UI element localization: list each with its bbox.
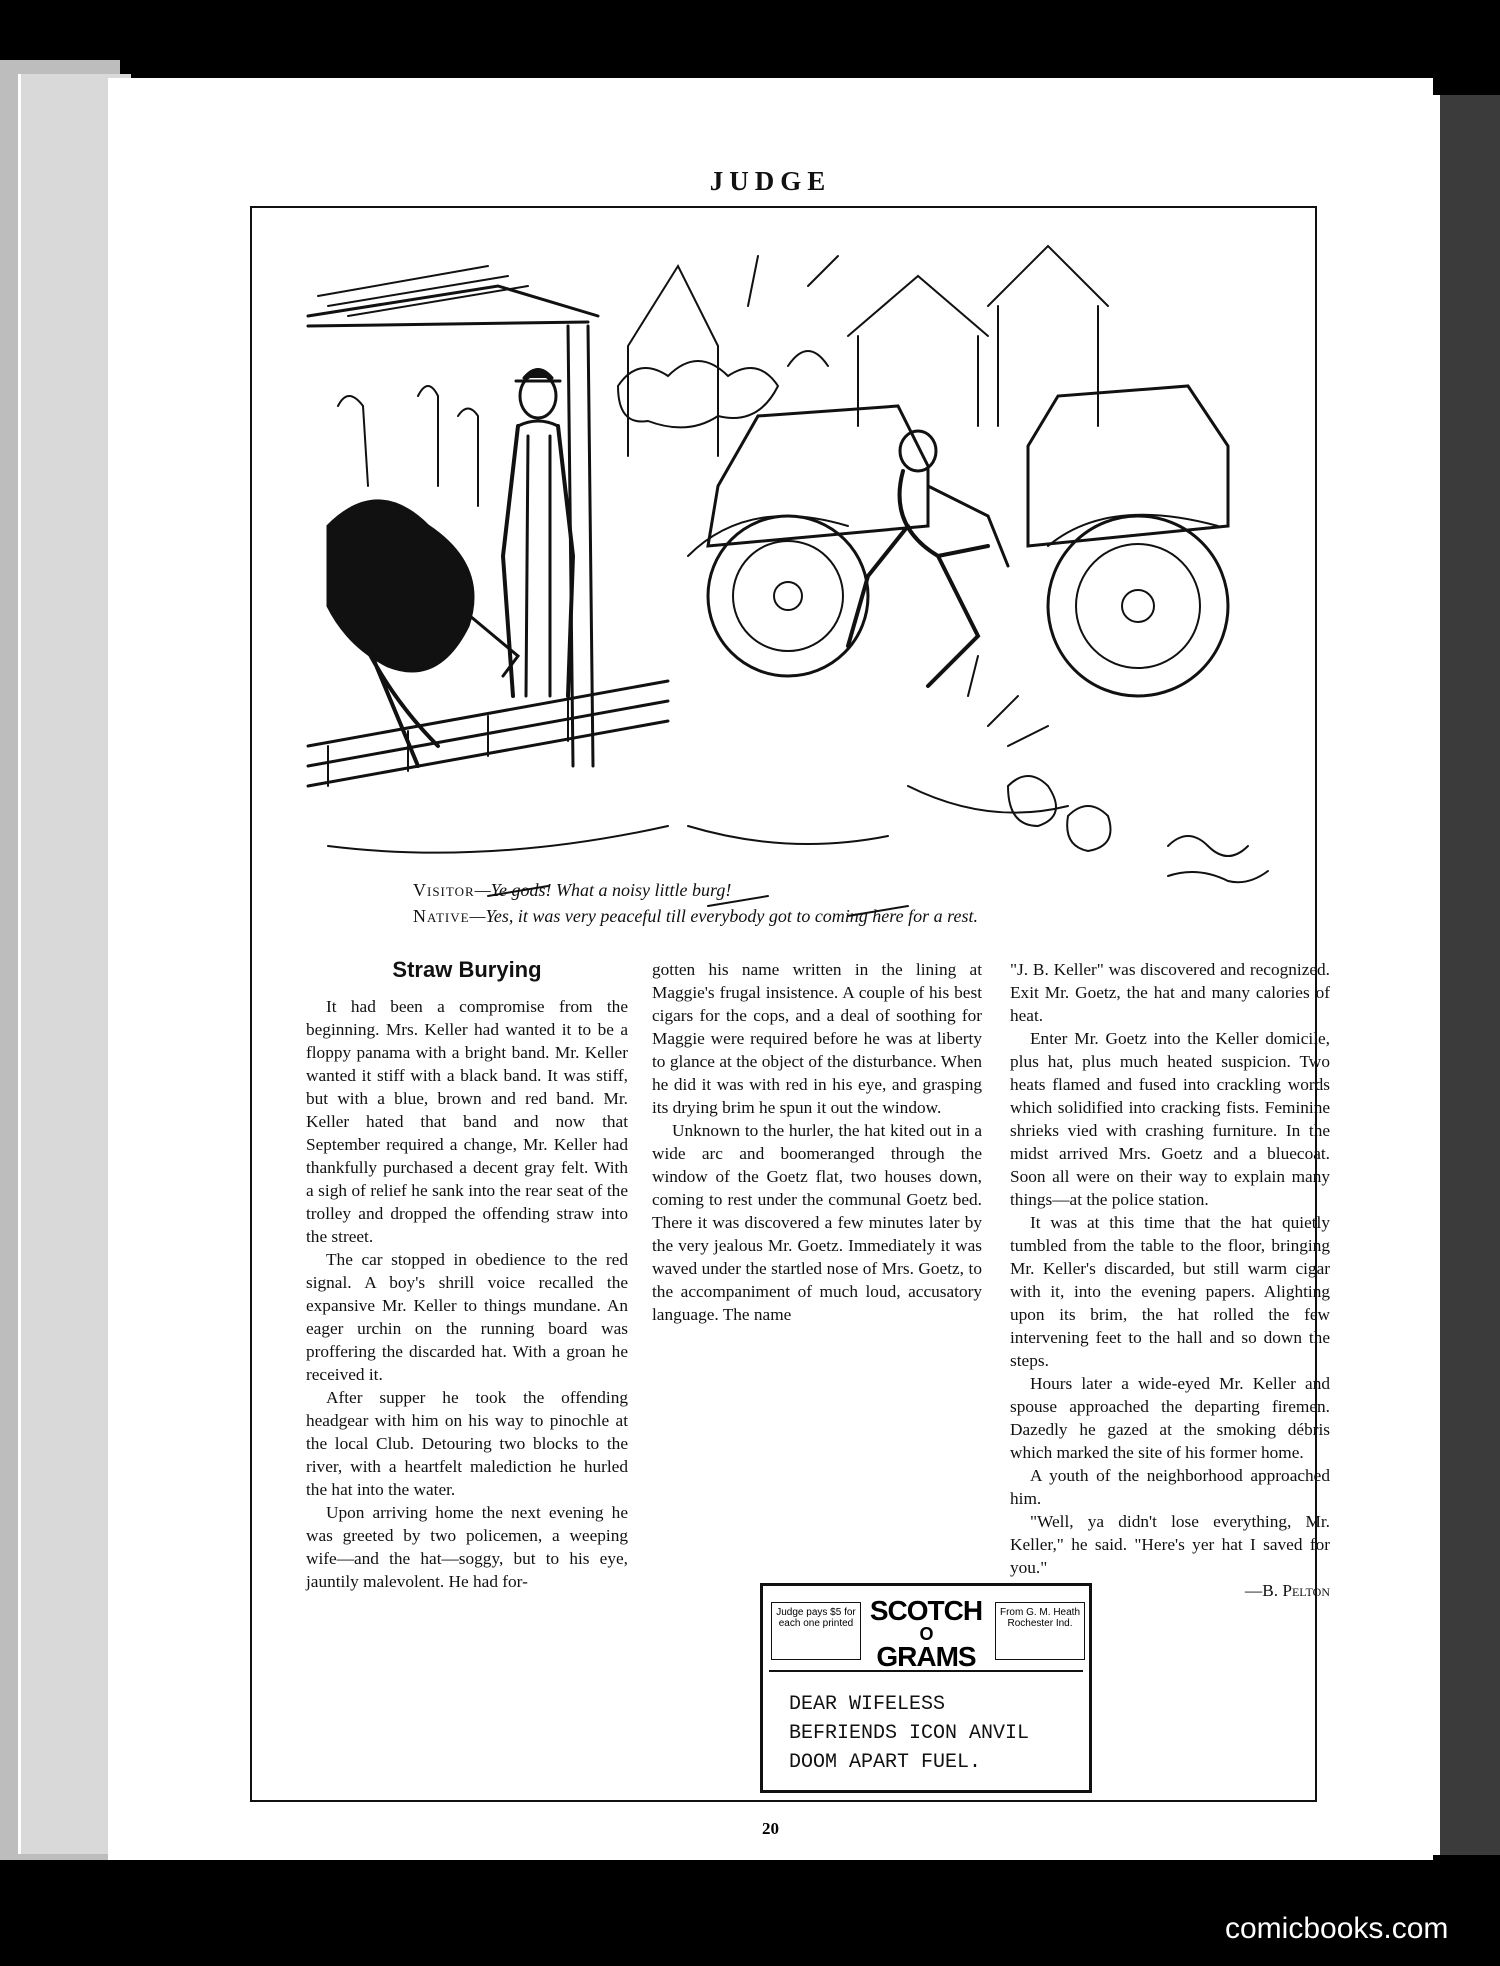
page-header: JUDGE: [709, 166, 832, 196]
article-paragraph: Enter Mr. Goetz into the Keller domicile, plus hat, plus much heated suspicion. Two heats flamed and fused into crackling words which solidified into cracking fists. Feminine shrieks vied with crashing furniture. In the midst arrived Mrs. Goetz and a bluecoat. Soon all were on their way to explain many things—at the police station.: [1010, 1029, 1330, 1209]
article-column-2-body: [652, 958, 982, 1326]
caption-speaker-visitor: Visitor: [413, 880, 475, 900]
ad-logo-line-3: GRAMS: [876, 1641, 976, 1672]
ad-logo: [859, 1596, 993, 1672]
article-signature: —B. Pelton: [1244, 1581, 1330, 1600]
ad-logo-line-1: SCOTCH: [869, 1595, 983, 1626]
article-paragraph: Hours later a wide-eyed Mr. Keller and spouse approached the departing firemen. Dazedly he gazed at the smoking débris which marked the site of his former home.: [1010, 1374, 1330, 1462]
ad-left-box: Judge pays $5 for each one printed: [771, 1602, 861, 1660]
article-paragraph: "Well, ya didn't lose everything, Mr. Keller," he said. "Here's yer hat I saved for you.": [1010, 1512, 1330, 1577]
article-paragraph: It was at this time that the hat quietly tumbled from the table to the floor, bringing Mr. Keller's discarded, but still warm cigar with it, into the evening papers. Alighting upon its brim, the hat rolled the few intervening feet to the hall and so down the steps.: [1010, 1213, 1330, 1370]
article-paragraph: After supper he took the offending headgear with him on his way to pinochle at the local Club. Detouring two blocks to the river, with a heartfelt malediction he hurled the hat into the water.: [306, 1388, 628, 1499]
scotchograms-ad: [760, 1583, 1092, 1793]
caption-line-1: [413, 880, 731, 901]
cartoon-illustration: [288, 226, 1288, 936]
ad-puzzle-line: DOOM APART FUEL.: [789, 1751, 982, 1774]
caption-speaker-native: Native: [413, 906, 470, 926]
watermark: comicbooks.com: [1225, 1912, 1449, 1945]
article-paragraph: Unknown to the hurler, the hat kited out in a wide arc and boomeranged through the window of the Goetz flat, two houses down, coming to rest under the communal Goetz bed. There it was discovered a few minutes later by the very jealous Mr. Goetz. Immediately it was waved under the startled nose of Mrs. Goetz, to the accompaniment of much loud, accusatory language. The name: [652, 1121, 982, 1324]
article-paragraph: gotten his name written in the lining at Maggie's frugal insistence. A couple of his best cigars for the cops, and a deal of soothing for Maggie were required before he was at liberty to glance at the object of the disturbance. When he did it was with red in his eye, and grasping its drying brim he spun it out the window.: [652, 960, 982, 1117]
caption-line-2: [413, 906, 978, 927]
ad-right-box: From G. M. Heath Rochester Ind.: [995, 1602, 1085, 1660]
page-number: 20: [762, 1819, 779, 1838]
magazine-page: [108, 78, 1433, 1860]
ad-puzzle: [789, 1690, 1029, 1777]
ad-logo-line-2: O: [919, 1624, 933, 1644]
article-title: Straw Burying: [392, 957, 542, 982]
article-paragraph: It had been a compromise from the beginning. Mrs. Keller had wanted it to be a floppy panama with a bright band. Mr. Keller wanted it stiff with a black band. It was stiff, but with a blue, brown and red band. Mr. Keller hated that band and now that September required a change, Mr. Keller had thankfully purchased a decent gray felt. With a sigh of relief he sank into the rear seat of the trolley and dropped the offending straw into the street.: [306, 997, 628, 1246]
ad-divider: [769, 1670, 1083, 1672]
article-paragraph: The car stopped in obedience to the red signal. A boy's shrill voice recalled the expansive Mr. Keller to things mundane. An eager urchin on the running board was proffering the discarded hat. With a groan he received it.: [306, 1250, 628, 1384]
caption-text-native: —Yes, it was very peaceful till everybody got to coming here for a rest.: [469, 906, 978, 926]
article-paragraph: "J. B. Keller" was discovered and recognized. Exit Mr. Goetz, the hat and many calories of heat.: [1010, 960, 1330, 1025]
article-paragraph: A youth of the neighborhood approached him.: [1010, 1466, 1330, 1508]
book-cover-right: [1440, 95, 1500, 1855]
ad-puzzle-line: DEAR WIFELESS: [789, 1693, 946, 1716]
article-column-3: [1010, 958, 1330, 1602]
article-column-1: [306, 958, 628, 1593]
ad-puzzle-line: BEFRIENDS ICON ANVIL: [789, 1722, 1030, 1745]
article-paragraph: Upon arriving home the next evening he was greeted by two policemen, a weeping wife—and the hat—soggy, but to his eye, jauntily malevolent. He had for-: [306, 1503, 628, 1591]
caption-text-visitor: —Ye gods! What a noisy little burg!: [474, 880, 732, 900]
